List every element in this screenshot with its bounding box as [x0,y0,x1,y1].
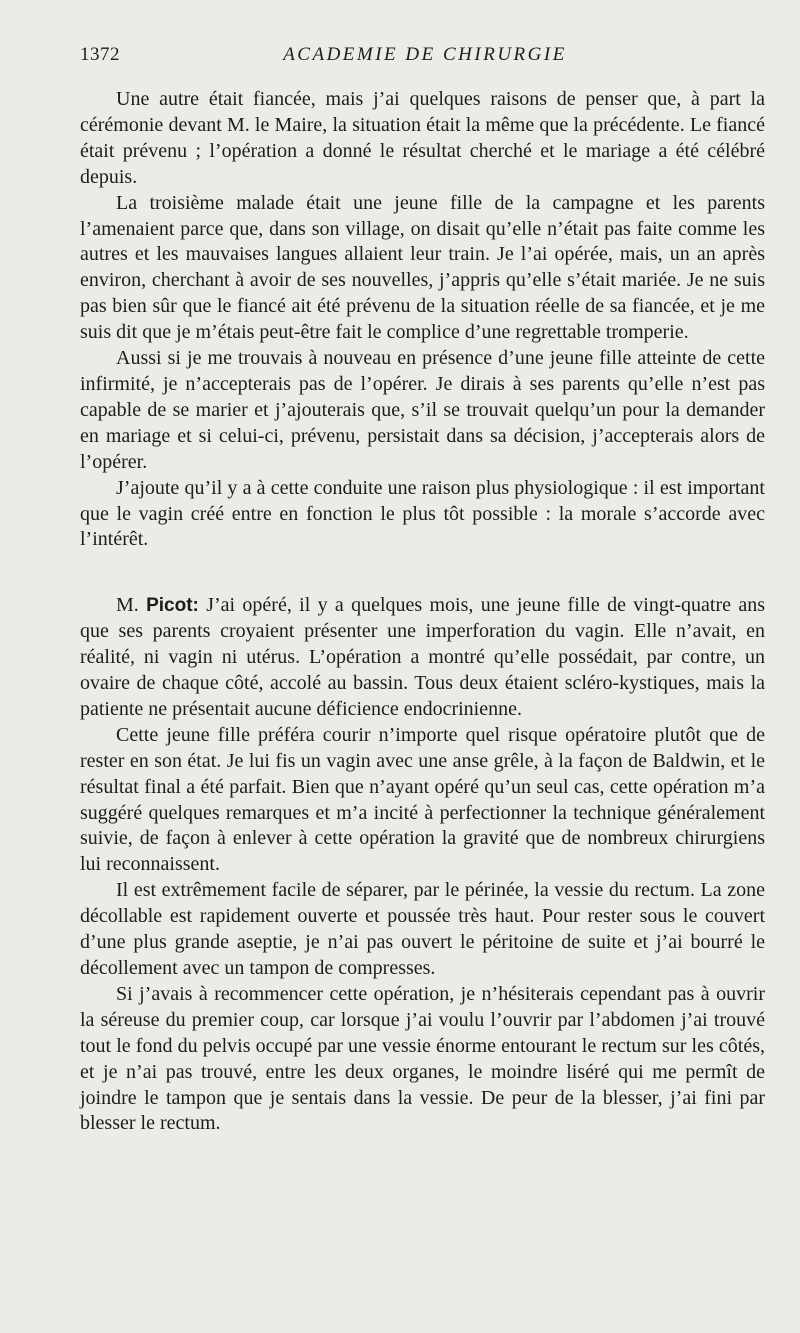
picot-paragraph [80,593,765,723]
paragraph-8: Si j’avais à recommencer cette opération, je n’hésiterais cependant pas à ouvrir la séreuse du premier coup, car lorsque j’ai voulu l’ouvrir par l’abdomen j’ai trouvé tout le fond du pelvis occupé par une vessie énorme entourant le rectum sur les côtés, et je n’ai pas trouvé, entre les deux organes, le moindre liséré qui me permît de joindre le tampon que je sentais dans la vessie. De peur de la blesser, j’ai fini par blesser le rectum. [80,982,765,1135]
speaker-name: Picot: [146,595,199,617]
paragraph-7: Il est extrêmement facile de séparer, par le périnée, la vessie du rectum. La zone décollable est rapidement ouverte et poussée très haut. Pour rester sous le couvert d’une plus grande aseptie, je n’ai pas ouvert le péritoine de suite et j’ai bourré le décollement avec un tampon de compresses. [80,879,765,979]
running-title: ACADEMIE DE CHIRURGIE [283,44,567,65]
speaker-prefix: M. [116,594,147,617]
paragraph-4: J’ajoute qu’il y a à cette conduite une raison plus physiologique : il est important que le vagin créé entre en fonction le plus tôt possible : la morale s’accorde avec l’intérêt. [80,476,765,551]
paragraph-2: La troisième malade était une jeune fille de la campagne et les parents l’amenaient parce que, dans son village, on disait qu’elle n’était pas faite comme les autres et les mauvaises langues allaient leur train. Je l’ai opérée, mais, un an après environ, cherchant à avoir de ses nouvelles, j’appris qu’elle s’était mariée. Je ne suis pas bien sûr que le fiancé ait été prévenu de la situation réelle de sa fiancée, et je me suis dit que je m’étais peut-être fait le complice d’une regrettable tromperie. [80,191,765,344]
page-header [80,44,770,78]
picot-paragraph-text: J’ai opéré, il y a quelques mois, une jeune fille de vingt-quatre ans que ses parents croyaient présenter une imperforation du vagin. Elle n’avait, en réalité, ni vagin ni utérus. L’opération a montré qu’elle possédait, par contre, un ovaire de chaque côté, accolé au bassin. Tous deux étaient scléro-kystiques, mais la patiente ne présentait aucune déficience endocrinienne. [80,594,765,720]
paragraph-6: Cette jeune fille préféra courir n’importe quel risque opératoire plutôt que de rester en son état. Je lui fis un vagin avec une anse grêle, à la façon de Baldwin, et le résultat final a été parfait. Bien que n’ayant opéré qu’un seul cas, cette opération m’a suggéré quelques remarques et m’a incité à perfectionner la technique généralement suivie, de façon à enlever à cette opération la gravité que de nombreux chirurgiens lui reconnaissent. [80,723,765,876]
page-number: 1372 [80,44,120,65]
paragraph-1: Une autre était fiancée, mais j’ai quelques raisons de penser que, à part la cérémonie devant M. le Maire, la situation était la même que la précédente. Le fiancé était prévenu ; l’opération a donné le résultat cherché et le mariage a été célébré depuis. [80,88,765,188]
body-text [80,87,765,1137]
paragraph-3: Aussi si je me trouvais à nouveau en présence d’une jeune fille atteinte de cette infirmité, je n’accepterais pas de l’opérer. Je dirais à ses parents qu’elle n’est pas capable de se marier et j’ajouterais que, s’il se trouvait quelqu’un pour la demander en mariage et si celui-ci, prévenu, persistait dans sa décision, j’accepterais alors de l’opérer. [80,347,765,473]
